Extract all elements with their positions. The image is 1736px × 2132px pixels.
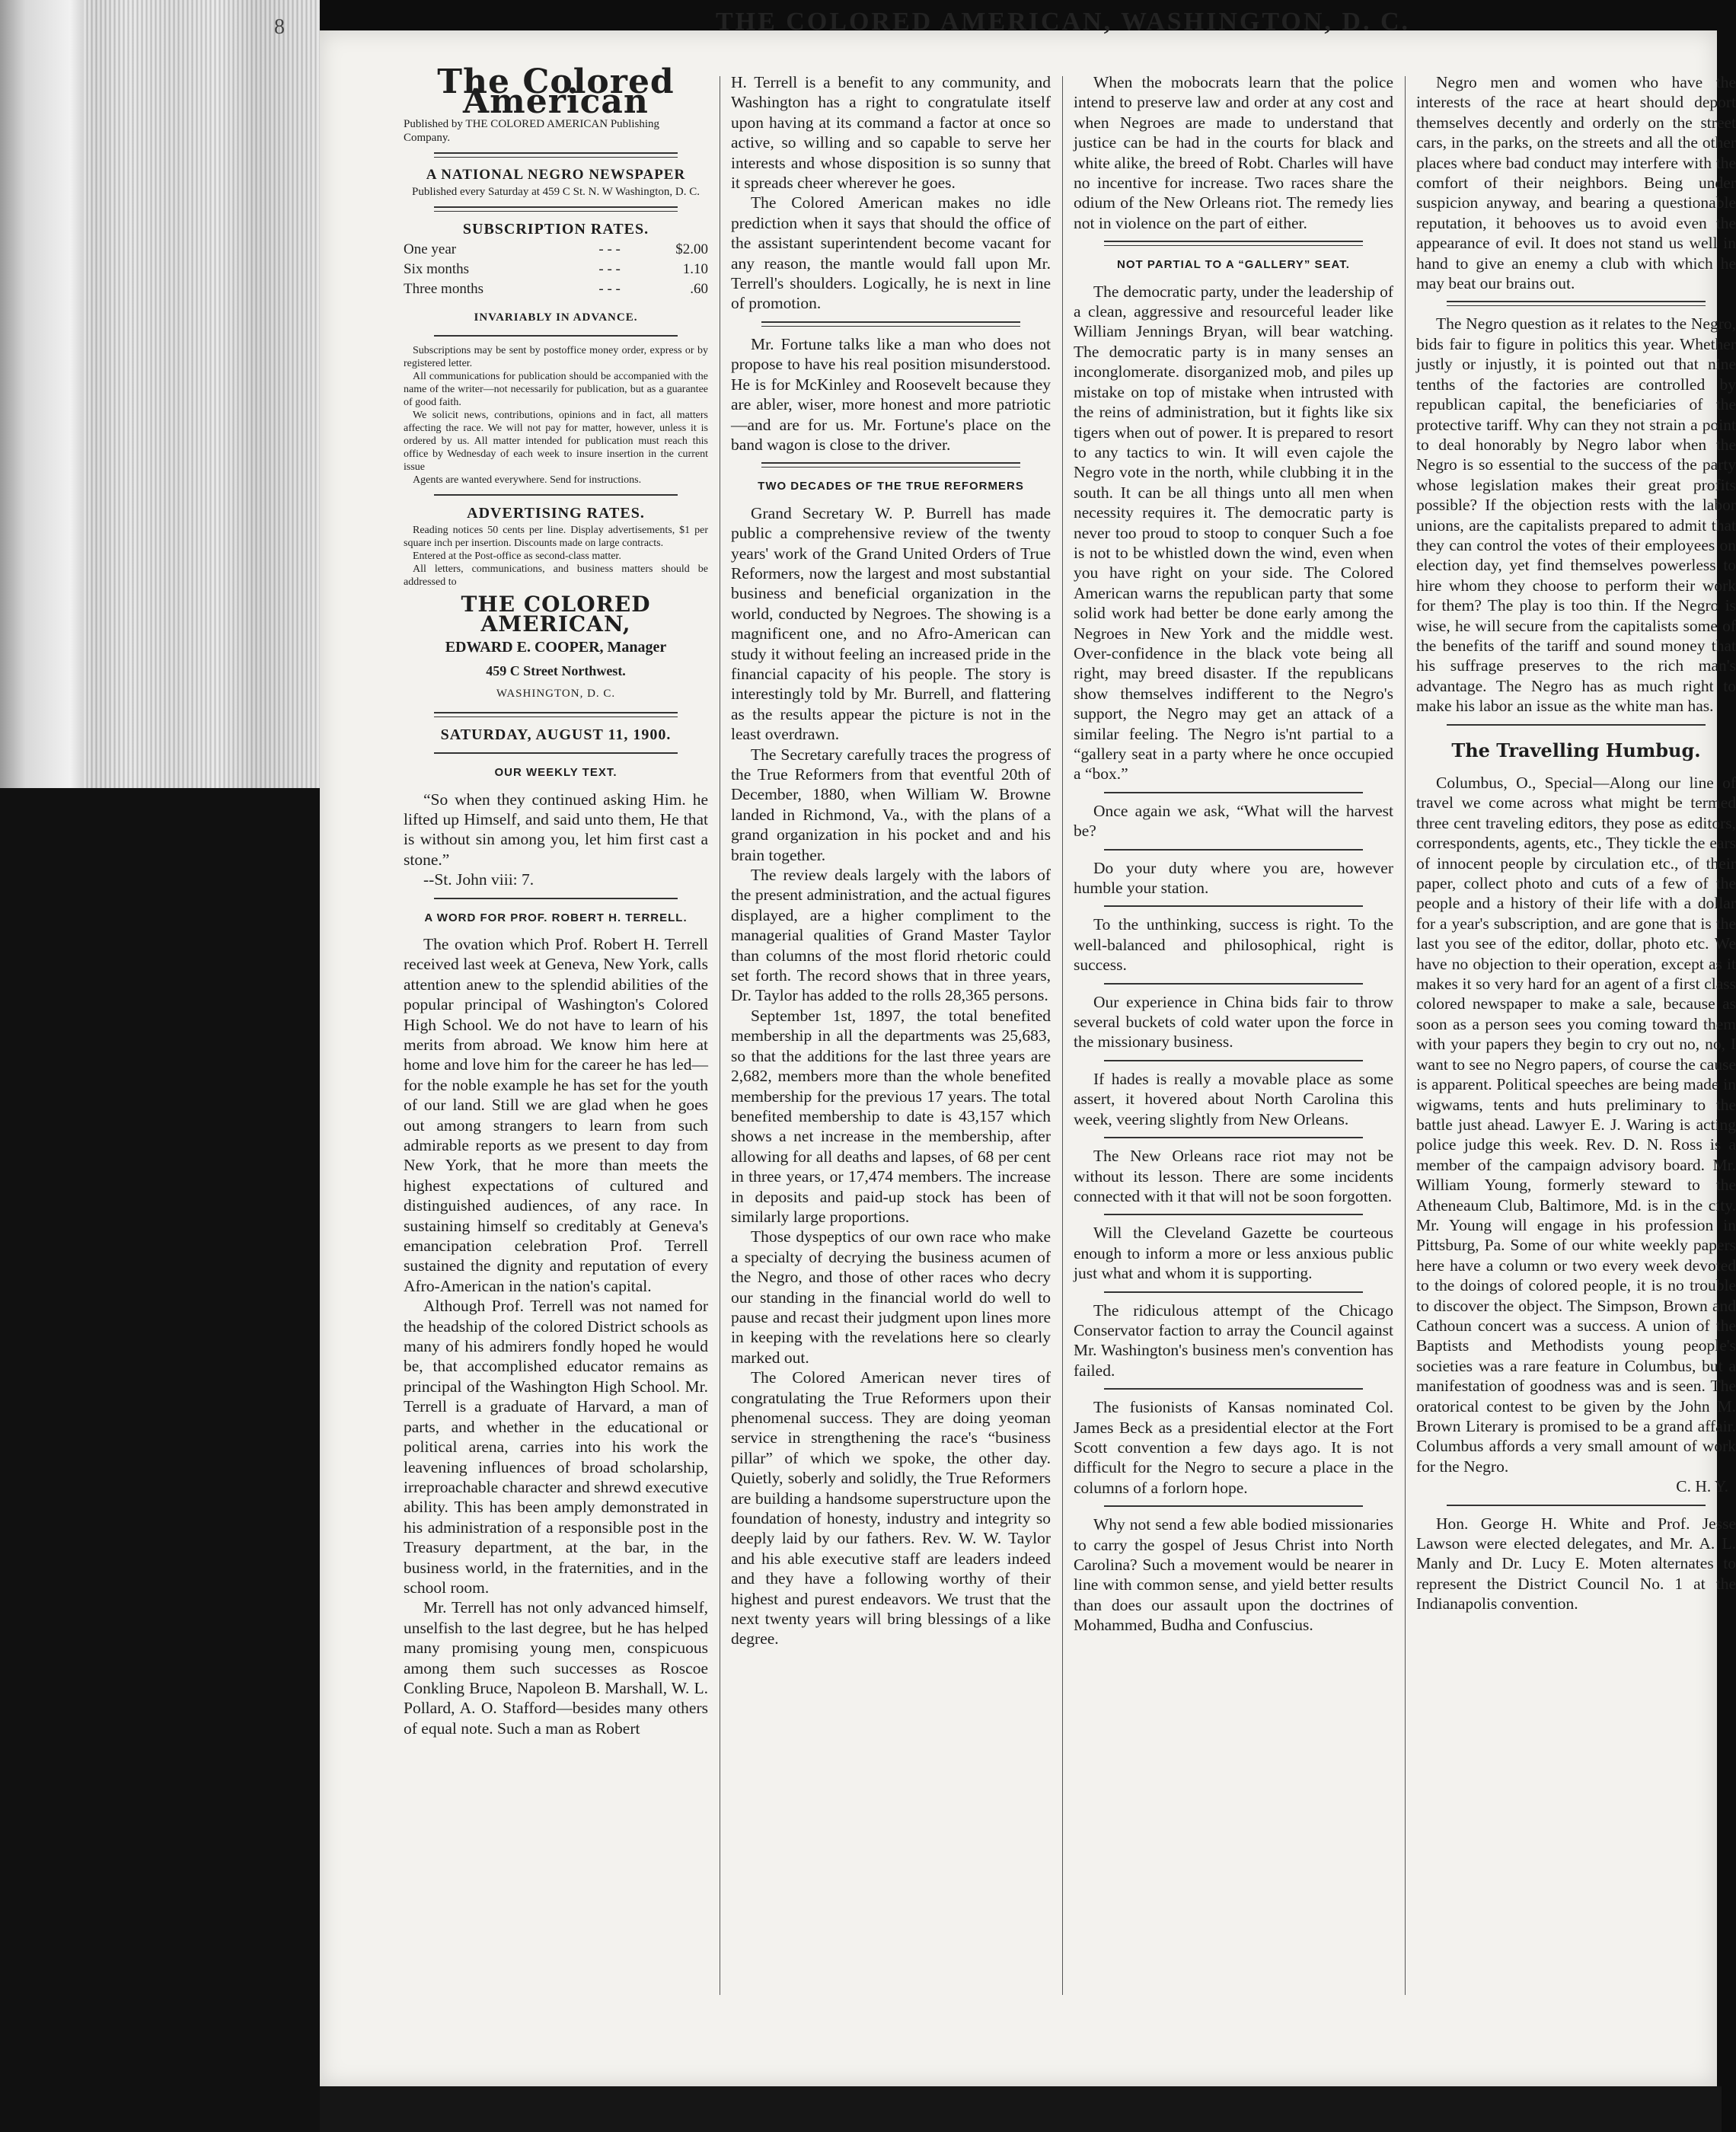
article-paragraph: H. Terrell is a benefit to any community, and Washington has a right to congratulate itself upon having at its command a factor at once so active, so willing and so capable to serve her interests and whose disposition is so sunny that it spreads cheer wherever he goes. bbox=[731, 73, 1051, 193]
divider bbox=[1104, 1291, 1363, 1293]
article-paragraph: Although Prof. Terrell was not named for the headship of the colored District schools as many of his admirers fondly hoped he would be, that accomplished educator remains as principal of the Washington High School. Mr. Terrell is a graduate of Harvard, a man of parts, and whether in the educational or political arena, carries into his work the leavening influences of broad scholarship, irreproachable character and shrewd executive ability. This has been amply demonstrated in his administration of a responsible post in the Treasury department, at the bar, in the business world, in the fraternities, and in the school room. bbox=[404, 1297, 708, 1597]
editorial-note: If hades is really a movable place as some assert, it hovered about North Carolina this week, veering slightly from New Orleans. bbox=[1074, 1069, 1393, 1128]
table-row: One year - - - $2.00 bbox=[404, 241, 708, 257]
article-paragraph: The Colored American never tires of congratulating the True Reformers upon their phenomenal success. They are doing yeoman service in strengthening the race's “business pillar” of which we spoke, the other day. Quietly, soberly and solidly, the True Reformers are building a handsome superstructure upon the foundation of honesty, industry and integrity so deeply laid by our fathers. Rev. W. W. Taylor and his able executive staff are leaders indeed and they have a following worthy of their highest and purest endeavors. We trust that the next twenty years will bring blessings of a like degree. bbox=[731, 1368, 1051, 1648]
table-row: Six months - - - 1.10 bbox=[404, 261, 708, 278]
column-2 bbox=[731, 72, 1051, 1649]
divider bbox=[1447, 301, 1706, 306]
column-rule bbox=[1405, 76, 1406, 1995]
column-1 bbox=[404, 62, 708, 1738]
article-signature: C. H. Y. bbox=[1676, 1477, 1728, 1496]
newspaper-page bbox=[274, 8, 1736, 2086]
divider bbox=[1104, 792, 1363, 793]
divider bbox=[1104, 1060, 1363, 1061]
subscription-notes: Subscriptions may be sent by postoffice money order, express or by registered letter. All communications for publication should be accompanied with the name of the writer—not necessarily for publication, but as a guarantee of good faith. We solicit news, contributions, opinions and in fact, all matters affecting the race. We will not pay for matter, however, unless it is ordered by us. All matter intended for publication must reach this office by Wednesday of each week to insure insertion in the current issue Agents are wanted everywhere. Send for instructions. bbox=[404, 345, 708, 487]
divider bbox=[434, 206, 678, 212]
editorial-note: Why not send a few able bodied missionaries to carry the gospel of Jesus Christ into North Carolina? Such a movement would be nearer in line with common sense, and yield better results than does our assault upon the doctrines of Mohammed, Budha and Confuscius. bbox=[1074, 1515, 1393, 1635]
divider bbox=[1104, 1137, 1363, 1138]
divider bbox=[434, 752, 678, 754]
weekly-text-heading: OUR WEEKLY TEXT. bbox=[494, 766, 617, 780]
article-paragraph: Columbus, O., Special—Along our line of travel we come across what might be termed three cent traveling editors, they pose as editors, correspondents, agents, etc., They tickle the ears of innocent people by circulation etc., of their paper, collect photo and cuts of a few of the people and a history of their life with a dollar for a year's subscription, and are gone that is the last you see of the editor, dollar, photo etc. We have no objection to their operation, except as it makes it so very hard for an agent of a first class colored newspaper to make a sale, because as soon as a person sees you coming toward them with your papers they begin to cry out no, no, I want to see no Negro papers, of course the cause is apparent. Political speeches are being made in wigwams, tents and huts preliminary to the battle just ahead. Lawyer E. J. Waring is acting police judge this week. Rev. D. N. Ross is a member of the campaign advisory board. Mr. William Young, formerly steward to the Atheneaum Club, Baltimore, Md. is in the city. Mr. Young will engage in his profession in Pittsburg, Pa. Some of our white weekly papers here have a column or two every week devoted to the doings of colored people, it is no trouble to discover the object. The Simpson, Brown and Cathoun concert was a success. A union of the Baptists and Methodists young people's societies was a rare feature in Columbus, but a manifestation of goodness was and is seen. The oratorical contest to be given by the John M. Brown Literary is promised to be a grand affair. Columbus affords a very small amount of work for the Negro. bbox=[1416, 774, 1736, 1476]
paper-title: The Colored American bbox=[437, 62, 675, 122]
article-paragraph: Those dyspeptics of our own race who make a specialty of decrying the business acumen of the Negro, and those of other races who decry our standing in the financial world do well to pause and recast their judgment upon lines more in keeping with the revelations here so clearly marked out. bbox=[731, 1227, 1051, 1367]
column-4 bbox=[1416, 72, 1736, 1614]
advance-notice: INVARIABLY IN ADVANCE. bbox=[474, 311, 638, 324]
weekly-text-source: --St. John viii: 7. bbox=[423, 870, 535, 889]
bound-page-stack bbox=[84, 0, 320, 788]
article-paragraph: Grand Secretary W. P. Burrell has made public a comprehensive review of the twenty years' work of the Grand United Orders of True Reformers, now the largest and most substantial business and beneficial organization in the world, conducted by Negroes. The showing is a magnificent one, and no Afro-American can study it without feeling an increased pride in the financial capacity of his people. The story is interestingly told by Mr. Burrell, and flattering as the results appear the picture is not in the least overdrawn. bbox=[731, 503, 1051, 744]
contact-city: WASHINGTON, D. C. bbox=[496, 688, 616, 701]
editorial-negro-question: The Negro question as it relates to the Negro, bids fair to figure in politics this year. Whether justly or injustly, it is pointed out that nine tenths of the factories are controlled by republican capital, the beneficiaries of the protective tariff. Why can they not strain a point to deal honorably by Negro labor when the Negro is so essential to the success of the party whose legislation makes their great profits possible? If the objection rests with the labor unions, are the capitalists prepared to admit that they can control the votes of their employees on election day, yet find themselves powerless to hire whom they choose to perform their work for them? The play is too thin. If the Negro is wise, he will secure from the capitalists some of the benefits of the tariff and sound money that his suffrage preserves to the rich man's advantage. The Negro has as much right to make his labor an issue as the white man has. bbox=[1416, 314, 1736, 716]
divider bbox=[1104, 905, 1363, 907]
divider bbox=[1104, 1388, 1363, 1390]
editorial-mobocrats: When the mobocrats learn that the police intend to preserve law and order at any cost and when Negroes are made to understand that justice can be had in the courts for black and white alike, the breed of Robt. Charles will have no incentive for increase. Two races share the odium of the New Orleans riot. The remedy lies not in violence on the part of either. bbox=[1074, 73, 1393, 232]
article-paragraph: The ovation which Prof. Robert H. Terrell received last week at Geneva, New York, calls attention anew to the splendid abilities of the popular principal of Washington's Colored High School. We do not have to learn of his merits from abroad. We know him here at home and love him for the career he has led—for the noble example he has set for the youth of our land. Still we are glad when he goes out among strangers to learn from such admirable reports as we present to day from New York, that he more than meets the highest expectations of cultured and distinguished audiences, of any race. In sustaining himself so creditably at Geneva's emancipation celebration Prof. Terrell sustained the dignity and reputation of every Afro-American in the nation's capital. bbox=[404, 934, 708, 1295]
advertising-notes: Reading notices 50 cents per line. Display advertisements, $1 per square inch per insertion. Discounts made on large contracts. Entered at the Post-office as second-class matter. All letters, communications, and business matters should be addressed to bbox=[404, 524, 708, 588]
weekly-text-quote: “So when they continued asking Him. he lifted up Himself, and said unto them, He that is without sin among you, let him first cast a stone.” bbox=[404, 790, 708, 869]
editorial-fortune: Mr. Fortune talks like a man who does not propose to have his real position misunderstood. He is for McKinley and Roosevelt because they are abler, wiser, more honest and more patriotic—and are for us. Mr. Fortune's place on the band wagon is close to the driver. bbox=[731, 334, 1051, 454]
divider bbox=[1104, 983, 1363, 985]
subscription-table bbox=[404, 240, 708, 300]
publisher-line: Published by THE COLORED AMERICAN Publishing Company. bbox=[404, 117, 659, 144]
article-heading-terrell: A WORD FOR PROF. ROBERT H. TERRELL. bbox=[424, 911, 688, 924]
editorial-note: Our experience in China bids fair to throw several buckets of cold water upon the force in the missionary business. bbox=[1074, 992, 1393, 1052]
editorial-note: The fusionists of Kansas nominated Col. James Beck as a presidential elector at the Fort Scott convention a few days ago. It is not difficult for the Negro to secure a place in the columns of a forlorn hope. bbox=[1074, 1398, 1393, 1497]
running-head-title: THE COLORED AMERICAN, WASHINGTON, D. C. bbox=[716, 8, 1411, 36]
national-heading: A NATIONAL NEGRO NEWSPAPER bbox=[426, 166, 686, 183]
editorial-conduct: Negro men and women who have the interests of the race at heart should deport themselves decently and orderly on the street cars, in the parks, on the streets and all the other places where bad conduct may interfere with the comfort of their neighbors. Being under suspicion anyway, and bearing a questionable reputation, it behooves us to avoid even the appearance of evil. It does not stand us well in hand to give an enemy a club with which he may beat our brains out. bbox=[1416, 73, 1736, 293]
advertising-heading: ADVERTISING RATES. bbox=[467, 505, 645, 522]
article-paragraph: Mr. Terrell has not only advanced himself, unselfish to the last degree, but he has helped many promising young men, conspicuous among them such successes as Roscoe Conkling Bruce, Napoleon B. Marshall, W. L. Pollard, A. O. Stafford—besides many others of equal note. Such a man as Robert bbox=[404, 1598, 708, 1738]
table-row: Three months - - - .60 bbox=[404, 281, 708, 298]
news-item-delegates: Hon. George H. White and Prof. Jesse Lawson were elected delegates, and Mr. A. L. Manly and Dr. Lucy E. Moten alternates to represent the District Council No. 1 at the Indianapolis convention. bbox=[1416, 1514, 1736, 1613]
article-heading-humbug: The Travelling Humbug. bbox=[1451, 739, 1701, 761]
contact-name: THE COLORED AMERICAN, bbox=[461, 591, 651, 637]
divider bbox=[434, 898, 678, 899]
divider bbox=[1104, 849, 1363, 851]
article-heading-reformers: TWO DECADES OF THE TRUE REFORMERS bbox=[758, 480, 1024, 493]
editorial-note: Once again we ask, “What will the harvest be? bbox=[1074, 801, 1393, 841]
divider bbox=[434, 152, 678, 158]
divider bbox=[1104, 241, 1363, 246]
divider bbox=[1447, 724, 1706, 726]
contact-street: 459 C Street Northwest. bbox=[486, 662, 626, 678]
editorial-note: The New Orleans race riot may not be without its lesson. There are some incidents connected with it that will not be soon forgotten. bbox=[1074, 1147, 1393, 1205]
divider bbox=[1447, 1505, 1706, 1506]
issue-dateline: SATURDAY, AUGUST 11, 1900. bbox=[440, 726, 672, 743]
divider bbox=[1104, 1214, 1363, 1215]
article-heading-gallery: NOT PARTIAL TO A “GALLERY” SEAT. bbox=[1117, 258, 1350, 272]
microfilm-bottom-margin bbox=[320, 2086, 1722, 2132]
publication-address: Published every Saturday at 459 C St. N. W Washington, D. C. bbox=[412, 186, 700, 199]
article-paragraph: The Colored American makes no idle prediction when it says that should the office of the assistant superintendent become vacant for any reason, the mantle would fall upon Mr. Terrell's shoulders. Logically, he is next in line of promotion. bbox=[731, 193, 1051, 313]
editorial-note: To the unthinking, success is right. To the well-balanced and philosophical, right is success. bbox=[1074, 915, 1393, 975]
subscription-heading: SUBSCRIPTION RATES. bbox=[462, 221, 649, 238]
divider bbox=[761, 321, 1020, 327]
page-number: 8 bbox=[274, 15, 285, 39]
column-3 bbox=[1074, 72, 1393, 1636]
column-rule bbox=[1062, 76, 1063, 1995]
editorial-note: Do your duty where you are, however humble your station. bbox=[1074, 858, 1393, 898]
editorial-note: The ridiculous attempt of the Chicago Conservator faction to array the Council against Mr. Washington's business men's convention has failed. bbox=[1074, 1301, 1393, 1380]
article-paragraph: The democratic party, under the leadership of a clean, aggressive and resourceful leader like William Jennings Bryan, will bear watching. The democratic party is in many senses an inconglomerate. disorganized mob, and piles up mistake on top of mistake when intrusted with the reins of administration, but it fights like six tigers when out of power. It is prepared to resort to any tactics to win. It will even cajole the Negro vote in the north, while clubbing it in the south. It can be all things unto all men when necessity requires it. The democratic party is never too proud to stoop to conquer Such a foe is not to be whistled down the wind, even when you have right on your side. The Colored American warns the republican party that some solid work had better be done early among the Negroes in New York and the middle west. Over-confidence in the black vote being all right, may breed disaster. If the republicans show themselves indifferent to the Negro's support, the Negro may get an attack of a similar feeling. The Negro is'nt partial to a “gallery seat in a party where he once occupied a “box.” bbox=[1074, 282, 1393, 784]
microfilm-black-margin bbox=[0, 788, 320, 2132]
running-head bbox=[274, 8, 1717, 61]
divider bbox=[761, 462, 1020, 468]
article-paragraph: September 1st, 1897, the total benefited membership in all the departments was 25,683, so that the additions for the last three years are 2,682, members more than the whole benefited membership for the previous 17 years. The total benefited membership to date is 43,157 which shows a net increase in the membership, after allowing for all deaths and lapses, of 68 per cent in three years, or 17,474 members. The increase in deposits and paid-up stock has been of similarly large proportions. bbox=[731, 1006, 1051, 1226]
divider bbox=[1104, 1505, 1363, 1507]
article-paragraph: The review deals largely with the labors of the present administration, and the actual figures displayed, are a higher compliment to the managerial qualities of Grand Master Taylor than columns of the most florid rhetoric could set forth. The record shows that in three years, Dr. Taylor has added to the rolls 28,365 persons. bbox=[731, 866, 1051, 1005]
divider bbox=[434, 335, 678, 337]
divider bbox=[434, 494, 678, 496]
article-paragraph: The Secretary carefully traces the progress of the True Reformers from that eventful 20th of December, 1880, when William W. Browne landed in Richmond, Va., with the plans of a grand organization in his pocket and and his brain together. bbox=[731, 745, 1051, 864]
contact-manager: EDWARD E. COOPER, Manager bbox=[445, 639, 667, 656]
divider bbox=[434, 712, 678, 717]
editorial-note: Will the Cleveland Gazette be courteous enough to inform a more or less anxious public just what and whom it is supporting. bbox=[1074, 1224, 1393, 1283]
